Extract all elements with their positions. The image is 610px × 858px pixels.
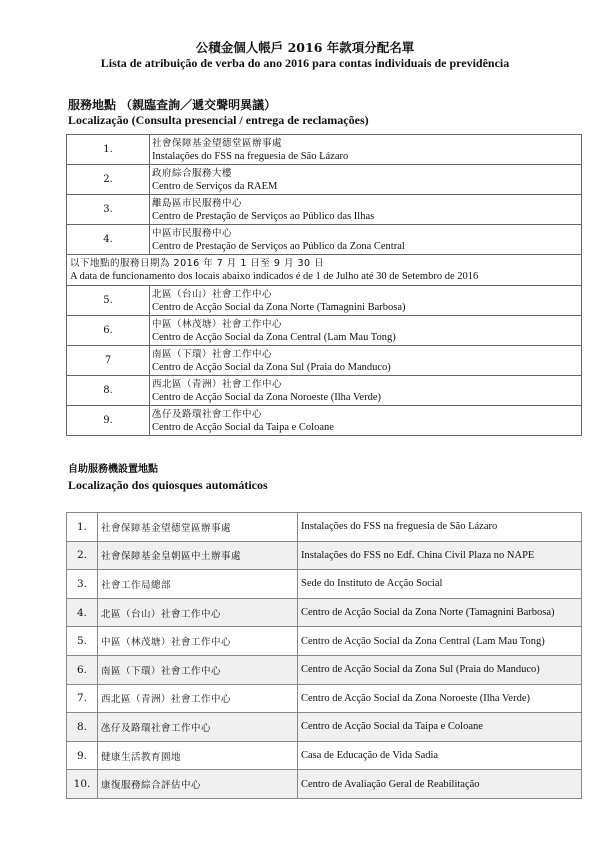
row-number: 9. <box>67 406 150 436</box>
kiosks-heading-zh: 自助服務機設置地點 <box>68 464 158 475</box>
location-name-zh: 北區（台山）社會工作中心 <box>152 288 273 300</box>
table-row <box>67 570 582 599</box>
table-row <box>67 346 582 376</box>
location-name-zh: 西北區（青洲）社會工作中心 <box>152 378 283 390</box>
row-number: 6. <box>67 316 150 346</box>
row-number: 9. <box>67 741 98 770</box>
kiosk-locations-table <box>66 512 582 799</box>
location-cell <box>150 225 582 255</box>
service-locations-table <box>66 134 582 436</box>
kiosk-location-pt: Instalações do FSS no Edf. China Civil Plaza no NAPE <box>298 541 582 570</box>
kiosk-location-zh: 康復服務綜合評估中心 <box>98 770 298 799</box>
service-period-pt: A data de funcionamento dos locais abaixo indicados é de 1 de Julho até 30 de Setembro de 2016 <box>70 271 479 282</box>
table-row <box>67 541 582 570</box>
location-name-zh: 中區市民服務中心 <box>152 227 233 239</box>
table-row <box>67 316 582 346</box>
table-row <box>67 770 582 799</box>
kiosk-location-zh: 社會保障基金皇朝區中土辦事處 <box>98 541 298 570</box>
kiosk-location-zh: 北區（台山）社會工作中心 <box>98 598 298 627</box>
location-cell <box>150 316 582 346</box>
kiosk-location-zh: 社會保障基金望德堂區辦事處 <box>98 513 298 542</box>
table-row <box>67 376 582 406</box>
kiosk-location-zh: 南區（下環）社會工作中心 <box>98 655 298 684</box>
location-name-zh: 南區（下環）社會工作中心 <box>152 348 273 360</box>
table-row <box>67 598 582 627</box>
table-row <box>67 627 582 656</box>
table-row <box>67 713 582 742</box>
kiosk-location-zh: 中區（林茂塘）社會工作中心 <box>98 627 298 656</box>
location-name-pt: Centro de Prestação de Serviços ao Público das Ilhas <box>152 210 375 222</box>
kiosk-location-pt: Sede do Instituto de Acção Social <box>298 570 582 599</box>
table-row <box>67 286 582 316</box>
location-name-zh: 氹仔及路環社會工作中心 <box>152 408 263 420</box>
row-number: 2. <box>67 165 150 195</box>
locations-heading-zh: 服務地點 （親臨查詢／遞交聲明異議） <box>68 98 277 112</box>
table-row <box>67 513 582 542</box>
row-number: 8. <box>67 713 98 742</box>
location-name-pt: Centro de Acção Social da Taipa e Coloane <box>152 421 334 433</box>
page-title-zh: 公積金個人帳戶 2016 年款項分配名單 <box>195 40 415 55</box>
locations-heading-pt: Localização (Consulta presencial / entrega de reclamações) <box>68 113 369 127</box>
location-name-pt: Centro de Acção Social da Zona Central (Lam Mau Tong) <box>152 331 396 343</box>
location-name-pt: Instalações do FSS na freguesia de São Lázaro <box>152 150 349 162</box>
kiosk-location-pt: Centro de Acção Social da Zona Noroeste (Ilha Verde) <box>298 684 582 713</box>
kiosk-location-pt: Instalações do FSS na freguesia de São Lázaro <box>298 513 582 542</box>
location-cell <box>150 376 582 406</box>
table-row <box>67 406 582 436</box>
location-name-pt: Centro de Prestação de Serviços ao Público da Zona Central <box>152 240 405 252</box>
row-number: 2. <box>67 541 98 570</box>
row-number: 5. <box>67 286 150 316</box>
location-name-pt: Centro de Serviços da RAEM <box>152 180 278 192</box>
location-cell <box>150 406 582 436</box>
table-row <box>67 684 582 713</box>
kiosk-location-pt: Centro de Avaliação Geral de Reabilitação <box>298 770 582 799</box>
kiosk-location-pt: Centro de Acção Social da Zona Central (Lam Mau Tong) <box>298 627 582 656</box>
row-number: 4. <box>67 225 150 255</box>
row-number: 7 <box>67 346 150 376</box>
location-cell <box>150 135 582 165</box>
kiosk-location-pt: Centro de Acção Social da Zona Norte (Tamagnini Barbosa) <box>298 598 582 627</box>
table-row <box>67 741 582 770</box>
location-cell <box>150 165 582 195</box>
row-number: 10. <box>67 770 98 799</box>
kiosks-heading-pt: Localização dos quiosques automáticos <box>68 478 268 492</box>
table-row <box>67 655 582 684</box>
row-number: 3. <box>67 195 150 225</box>
location-name-pt: Centro de Acção Social da Zona Noroeste (Ilha Verde) <box>152 391 381 403</box>
row-number: 3. <box>67 570 98 599</box>
row-number: 8. <box>67 376 150 406</box>
table-row <box>67 165 582 195</box>
table-row <box>67 195 582 225</box>
location-cell <box>150 286 582 316</box>
kiosk-location-pt: Centro de Acção Social da Zona Sul (Praia do Manduco) <box>298 655 582 684</box>
location-name-zh: 社會保障基金望德堂區辦事處 <box>152 137 283 149</box>
location-name-zh: 政府綜合服務大樓 <box>152 167 233 179</box>
page-title-pt: Lista de atribuição de verba do ano 2016 para contas individuais de previdência <box>100 56 510 70</box>
location-name-pt: Centro de Acção Social da Zona Norte (Tamagnini Barbosa) <box>152 301 406 313</box>
kiosk-location-zh: 社會工作局總部 <box>98 570 298 599</box>
row-number: 1. <box>67 513 98 542</box>
kiosk-location-zh: 西北區（青洲）社會工作中心 <box>98 684 298 713</box>
table-row <box>67 135 582 165</box>
row-number: 7. <box>67 684 98 713</box>
row-number: 6. <box>67 655 98 684</box>
row-number: 5. <box>67 627 98 656</box>
location-name-zh: 離島區市民服務中心 <box>152 197 243 209</box>
service-period-zh: 以下地點的服務日期為 2016 年 7 月 1 日至 9 月 30 日 <box>70 258 325 269</box>
kiosk-location-zh: 氹仔及路環社會工作中心 <box>98 713 298 742</box>
table-row <box>67 225 582 255</box>
kiosk-location-zh: 健康生活教育園地 <box>98 741 298 770</box>
row-number: 4. <box>67 598 98 627</box>
location-name-zh: 中區（林茂塘）社會工作中心 <box>152 318 283 330</box>
service-period-note <box>67 255 582 286</box>
service-period-note-row <box>67 255 582 286</box>
kiosk-location-pt: Centro de Acção Social da Taipa e Coloane <box>298 713 582 742</box>
location-cell <box>150 346 582 376</box>
kiosk-location-pt: Casa de Educação de Vida Sadia <box>298 741 582 770</box>
location-name-pt: Centro de Acção Social da Zona Sul (Praia do Manduco) <box>152 361 391 373</box>
location-cell <box>150 195 582 225</box>
row-number: 1. <box>67 135 150 165</box>
